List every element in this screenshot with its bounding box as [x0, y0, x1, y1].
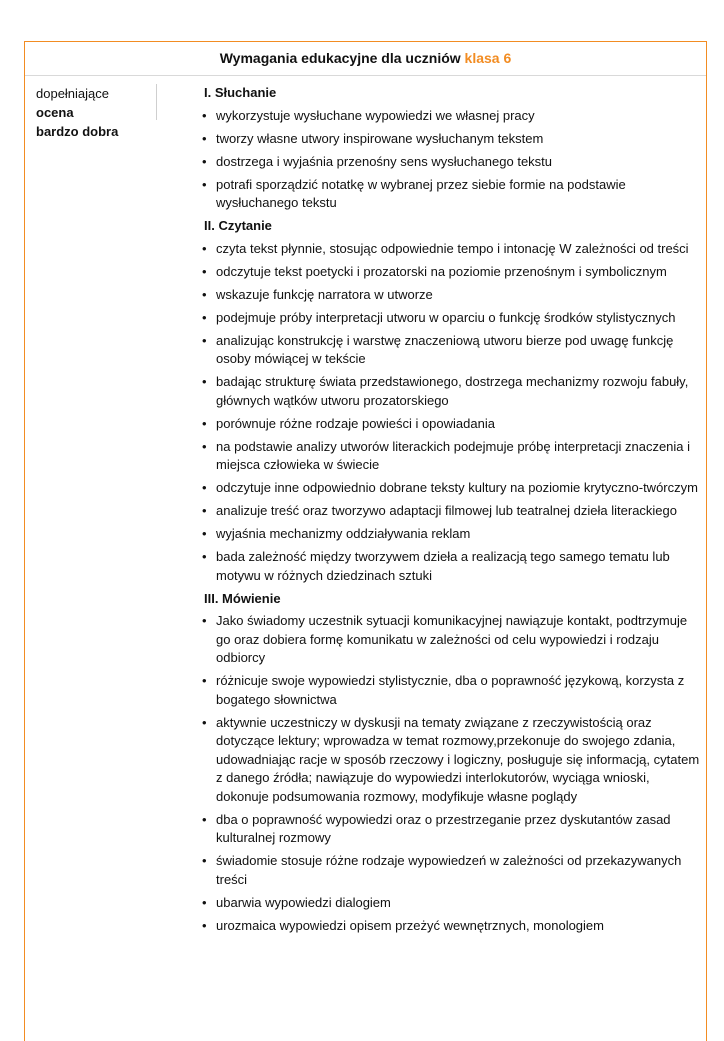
list-item: • różnicuje swoje wypowiedzi stylistycznie, dba o poprawność językową, korzysta z bogatego słownictwa — [201, 672, 700, 709]
list-item: • aktywnie uczestniczy w dyskusji na tematy związane z rzeczywistością oraz dotyczące lektury; wprowadza w temat rozmowy,przekonuje do swojego zdania, udowadniając racje w sposób rzeczowy i logiczny, posługuje się informacją, cytatem z danego źródła; nawiązuje do wypowiedzi interlokutorów, wyciąga wnioski, dokonuje podsumowania rozmowy, modyfikuje własne poglądy — [201, 714, 700, 807]
list-item: • wskazuje funkcję narratora w utworze — [201, 286, 700, 305]
list-item: • czyta tekst płynnie, stosując odpowiednie tempo i intonację W zależności od treści — [201, 240, 700, 259]
section-title: I. Słuchanie — [204, 85, 277, 100]
grade-cell — [25, 84, 167, 940]
list-item: • urozmaica wypowiedzi opisem przeżyć wewnętrznych, monologiem — [201, 917, 700, 936]
list-item: • analizując konstrukcję i warstwę znaczeniową utworu bierze pod uwagę funkcję osoby mówiącej w tekście — [201, 332, 700, 369]
list-item: • odczytuje tekst poetycki i prozatorski na poziomie przenośnym i symbolicznym — [201, 263, 700, 282]
list-item: • wyjaśnia mechanizmy oddziaływania reklam — [201, 525, 700, 544]
list-item: • dba o poprawność wypowiedzi oraz o przestrzeganie przez dyskutantów zasad kulturalnej rozmowy — [201, 811, 700, 848]
table-header — [25, 42, 706, 76]
grade-label-2: bardzo dobra — [36, 124, 119, 139]
list-item: • dostrzega i wyjaśnia przenośny sens wysłuchanego tekstu — [201, 153, 700, 172]
list-item: • tworzy własne utwory inspirowane wysłuchanym tekstem — [201, 130, 700, 149]
list-item: • potrafi sporządzić notatkę w wybranej przez siebie formie na podstawie wysłuchanego tekstu — [201, 176, 700, 213]
list-item: • badając strukturę świata przedstawionego, dostrzega mechanizmy rozwoju fabuły, głównych wątków utworu prozatorskiego — [201, 373, 700, 410]
list-item: • Jako świadomy uczestnik sytuacji komunikacyjnej nawiązuje kontakt, podtrzymuje go oraz dobiera formę komunikatu w zależności od celu wypowiedzi i rodzaju odbiorcy — [201, 612, 700, 668]
section-list — [201, 240, 700, 586]
list-item: • odczytuje inne odpowiednio dobrane teksty kultury na poziomie krytyczno-twórczym — [201, 479, 700, 498]
header-title: Wymagania edukacyjne dla uczniów — [219, 50, 461, 66]
section-speaking — [201, 590, 700, 936]
grade-prefix: dopełniające — [36, 86, 110, 101]
list-item: • wykorzystuje wysłuchane wypowiedzi we własnej pracy — [201, 107, 700, 126]
section-list — [201, 107, 700, 213]
section-reading — [201, 217, 700, 585]
requirements-table — [24, 41, 707, 1041]
header-class-label: klasa 6 — [464, 50, 512, 66]
list-item: • na podstawie analizy utworów literackich podejmuje próbę interpretacji znaczenia i miejsca człowieka w świecie — [201, 438, 700, 475]
list-item: • ubarwia wypowiedzi dialogiem — [201, 894, 700, 913]
grade-label-1: ocena — [36, 105, 74, 120]
section-title: II. Czytanie — [204, 218, 272, 233]
section-title: III. Mówienie — [204, 590, 281, 606]
list-item: • analizuje treść oraz tworzywo adaptacji filmowej lub teatralnej dzieła literackiego — [201, 502, 700, 521]
section-listening — [201, 84, 700, 213]
grade-row — [25, 76, 706, 940]
list-item: • bada zależność między tworzywem dzieła a realizacją tego samego tematu lub motywu w różnych dziedzinach sztuki — [201, 548, 700, 585]
requirements-cell — [167, 84, 706, 940]
list-item: • porównuje różne rodzaje powieści i opowiadania — [201, 415, 700, 434]
section-list — [201, 612, 700, 935]
list-item: • świadomie stosuje różne rodzaje wypowiedzeń w zależności od przekazywanych treści — [201, 852, 700, 889]
list-item: • podejmuje próby interpretacji utworu w oparciu o funkcję środków stylistycznych — [201, 309, 700, 328]
